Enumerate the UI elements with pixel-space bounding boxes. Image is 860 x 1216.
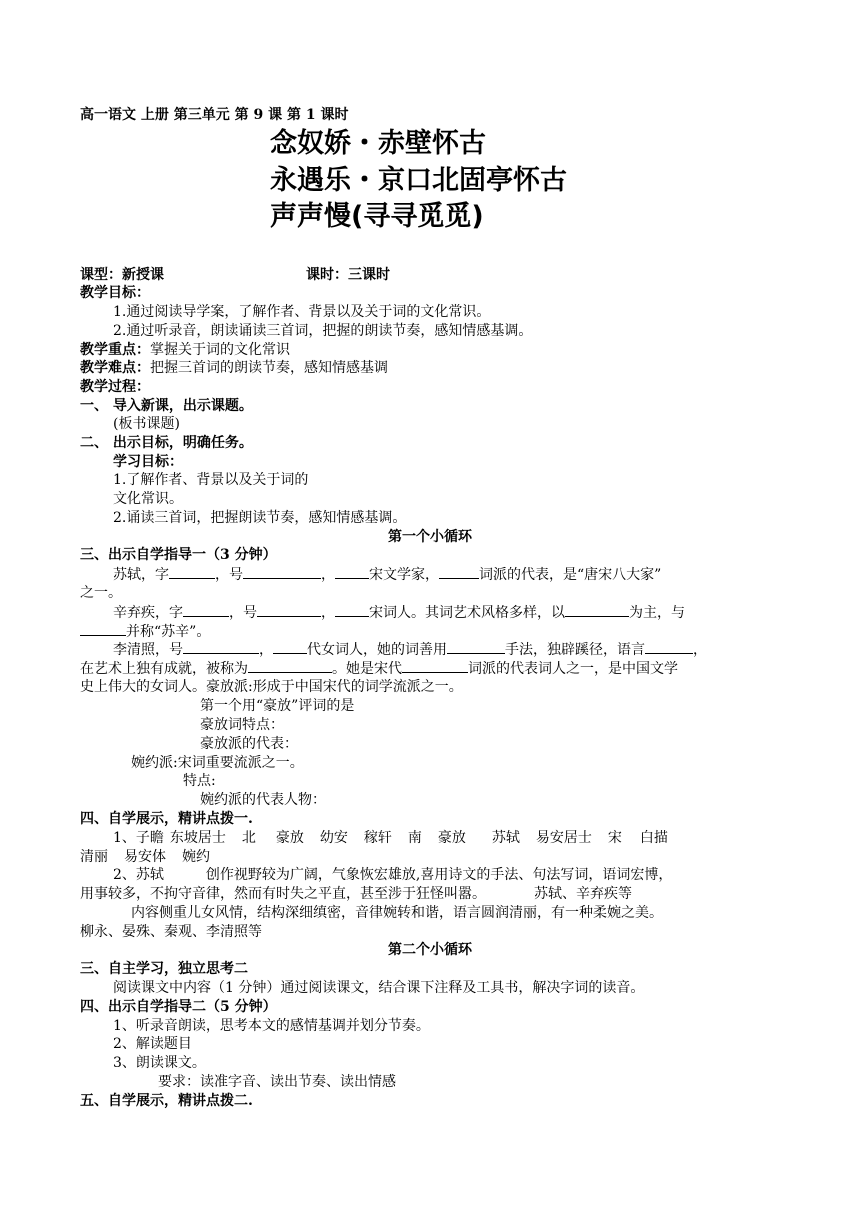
focus-label: 教学重点： [80, 342, 150, 358]
fill-blank[interactable] [402, 659, 468, 673]
section-1-heading: 一、 导入新课，出示课题。 [80, 398, 253, 414]
section-5-heading: 三、自主学习，独立思考二 [80, 961, 248, 977]
title-shengsheng-man: 声声慢(寻寻觅觅) [270, 201, 484, 232]
cycle-2-heading: 第二个小循环 [388, 942, 472, 958]
fill-text: ， [693, 642, 707, 658]
section-3-heading: 三、出示自学指导一（3 分钟） [80, 547, 277, 563]
fill-text: 宋词人。其词艺术风格多样，以 [369, 605, 565, 621]
fill-text: 在艺术上独有成就，被称为 [80, 661, 248, 677]
difficulty-label: 教学难点： [80, 360, 150, 376]
fill-blank[interactable] [273, 640, 307, 654]
fill-text: 并称“苏辛”。 [126, 624, 211, 640]
li-qingzhao-line [113, 640, 707, 659]
guide-item: 1、听录音朗读，思考本文的感情基调并划分节奏。 [113, 1018, 430, 1034]
fill-text: 手法，独辟蹊径，语言 [505, 642, 645, 658]
fill-text: 词派的代表词人之一，是中国文学 [468, 661, 678, 677]
section-2-heading: 二、 出示目标，明确任务。 [80, 435, 253, 451]
answer-lead: 2、苏轼 [113, 867, 164, 883]
answer-word: 北 [241, 830, 256, 846]
fill-blank[interactable] [183, 603, 229, 617]
answer-word: 婉约 [182, 849, 210, 865]
haofang-representatives: 豪放派的代表： [200, 736, 298, 752]
answer-2-line [113, 866, 672, 884]
answer-line [113, 829, 668, 847]
fill-text: ， [321, 605, 335, 621]
learning-goal-line: 2.诵读三首词，把握朗读节奏，感知情感基调。 [113, 510, 407, 526]
fill-text: 代女词人，她的词善用 [307, 642, 447, 658]
fill-text: ， [259, 642, 273, 658]
fill-blank[interactable] [565, 603, 629, 617]
fill-text: ， [321, 567, 335, 583]
lesson-hours [306, 266, 390, 284]
focus-text: 掌握关于词的文化常识 [150, 342, 290, 358]
title-yongyu-le: 永遇乐・京口北固亭怀古 [270, 165, 567, 196]
su-shi-line [113, 565, 661, 584]
answer-word: 易安居士 [535, 830, 592, 846]
wanyue-intro: 婉约派:宋词重要流派之一。 [131, 755, 304, 771]
fill-text: ，号 [215, 567, 243, 583]
section-4-heading: 四、自学展示，精讲点拨一. [80, 811, 253, 827]
answer-word: 1、子瞻 [113, 830, 164, 846]
learning-goal-line: 1.了解作者、背景以及关于词的 [113, 472, 309, 488]
section-7-heading: 五、自学展示，精讲点拨二. [80, 1093, 253, 1109]
lesson-hours-value: 三课时 [348, 267, 390, 283]
answer-text: 苏轼、辛弃疾等 [534, 886, 632, 902]
goal-item: 1.通过阅读导学案，了解作者、背景以及关于词的文化常识。 [113, 304, 491, 320]
li-qingzhao-line-end: 史上伟大的女词人。豪放派:形成于中国宋代的词学流派之一。 [80, 679, 463, 695]
fill-text: 李清照，号 [113, 642, 183, 658]
lesson-hours-label: 课时： [306, 267, 348, 283]
answer-word: 苏轼 [491, 830, 520, 846]
section-6-heading: 四、出示自学指导二（5 分钟） [80, 999, 277, 1015]
fill-text: 宋文学家， [369, 567, 439, 583]
teaching-difficulty [80, 359, 388, 377]
answer-text: 创作视野较为广阔，气象恢宏雄放,喜用诗文的手法、句法写词，语词宏博， [205, 867, 673, 883]
fill-blank[interactable] [183, 640, 259, 654]
fill-blank[interactable] [645, 640, 693, 654]
answer-word: 清丽 [80, 849, 108, 865]
xin-qiji-line-end [80, 622, 210, 641]
haofang-features: 豪放词特点： [200, 717, 284, 733]
answer-3-line: 内容侧重儿女风情，结构深细缜密，音律婉转和谐，语言圆润清丽，有一种柔婉之美。 [131, 905, 663, 921]
learning-goals-label: 学习目标： [113, 454, 183, 470]
guide-item: 3、朗读课文。 [113, 1055, 206, 1071]
section-1-note: (板书课题) [113, 416, 180, 432]
wanyue-features: 特点: [183, 773, 216, 789]
li-qingzhao-line [80, 659, 678, 678]
answer-word: 豪放 [275, 830, 304, 846]
guide-item: 2、解读题目 [113, 1036, 192, 1052]
fill-text: 辛弃疾，字 [113, 605, 183, 621]
answer-word: 东坡居士 [169, 830, 226, 846]
answer-word: 宋 [607, 830, 622, 846]
answer-word: 稼轩 [363, 830, 392, 846]
fill-blank[interactable] [257, 603, 321, 617]
learning-goal-line: 文化常识。 [113, 491, 183, 507]
answer-3-line: 柳永、晏殊、秦观、李清照等 [80, 924, 262, 940]
lesson-type-value: 新授课 [122, 267, 164, 283]
answer-word: 幼安 [319, 830, 348, 846]
fill-blank[interactable] [335, 603, 369, 617]
answer-word: 豪放 [437, 830, 466, 846]
fill-text: 苏轼，字 [113, 567, 169, 583]
fill-text: 为主，与 [629, 605, 685, 621]
goal-item: 2.通过听录音，朗读诵读三首词，把握的朗读节奏，感知情感基调。 [113, 323, 533, 339]
cycle-1-heading: 第一个小循环 [388, 529, 472, 545]
su-shi-line-end: 之一。 [80, 585, 122, 601]
fill-text: 。她是宋代 [332, 661, 402, 677]
answer-word: 南 [407, 830, 422, 846]
xin-qiji-line [113, 603, 685, 622]
answer-word: 白描 [639, 830, 668, 846]
fill-blank[interactable] [169, 565, 215, 579]
teaching-focus [80, 341, 290, 359]
answer-word: 易安体 [124, 849, 166, 865]
fill-blank[interactable] [447, 640, 505, 654]
lesson-header: 高一语文 上册 第三单元 第 9 课 第 1 课时 [80, 107, 349, 123]
haofang-first: 第一个用“豪放”评词的是 [200, 698, 355, 714]
answer-2-line [80, 885, 632, 903]
fill-blank[interactable] [80, 622, 126, 636]
fill-text: ，号 [229, 605, 257, 621]
process-heading: 教学过程： [80, 379, 150, 395]
fill-blank[interactable] [248, 659, 332, 673]
lesson-type [80, 266, 164, 284]
fill-text: 词派的代表，是“唐宋八大家” [479, 567, 662, 583]
lesson-type-label: 课型： [80, 267, 122, 283]
section-5-text: 阅读课文中内容（1 分钟）通过阅读课文，结合课下注释及工具书，解决字词的读音。 [113, 980, 645, 996]
fill-blank[interactable] [439, 565, 479, 579]
title-nianu-jiao: 念奴娇・赤壁怀古 [270, 128, 486, 159]
goals-heading: 教学目标： [80, 285, 150, 301]
answer-line [80, 848, 210, 866]
wanyue-representatives: 婉约派的代表人物： [200, 792, 326, 808]
difficulty-text: 把握三首词的朗读节奏，感知情感基调 [150, 360, 388, 376]
fill-blank[interactable] [243, 565, 321, 579]
fill-blank[interactable] [335, 565, 369, 579]
answer-text: 用事较多，不拘守音律，然而有时失之平直，甚至涉于狂怪叫嚣。 [80, 886, 486, 902]
guide-requirement: 要求：读准字音、读出节奏、读出情感 [158, 1074, 396, 1090]
